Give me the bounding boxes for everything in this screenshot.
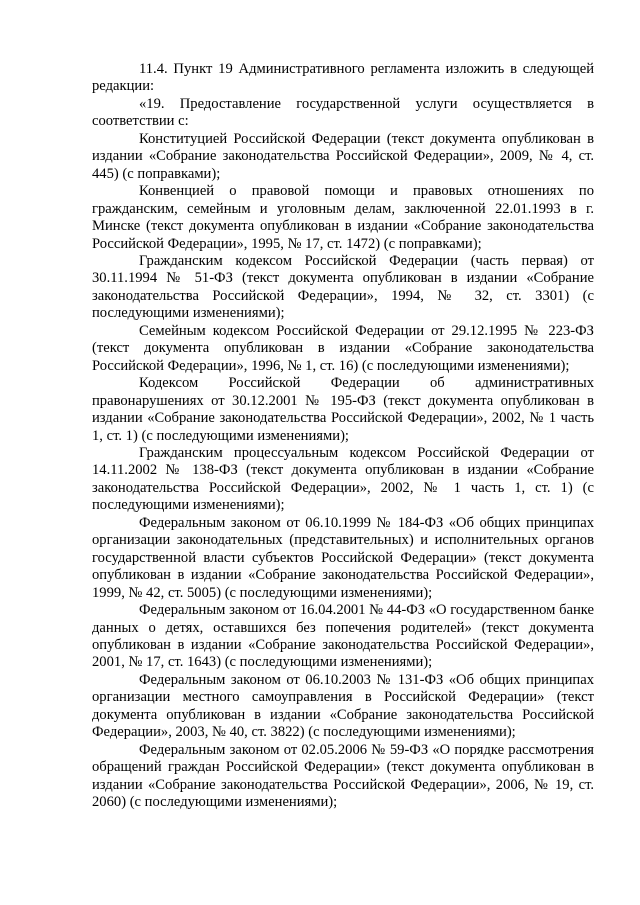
paragraph-law-131-fz: Федеральным законом от 06.10.2003 № 131-ФЗ «Об общих принципах организации местного самоуправления в Российской Федерации» (текст документа опубликован в издании «Собрание законодательства Российской Федерации», 2003, № 40, ст. 3822) (с последующими изменениями);	[92, 671, 594, 741]
paragraph-law-184-fz: Федеральным законом от 06.10.1999 № 184-ФЗ «Об общих принципах организации законодательных (представительных) и исполнительных органов государственной власти субъектов Российской Федерации» (текст документа опубликован в издании «Собрание законодательства Российской Федерации», 1999, № 42, ст. 5005) (с последующими изменениями);	[92, 514, 594, 601]
paragraph-family-code: Семейным кодексом Российской Федерации от 29.12.1995 № 223-ФЗ (текст документа опубликован в издании «Собрание законодательства Российской Федерации», 1996, № 1, ст. 16) (с последующими изменениями);	[92, 322, 594, 374]
paragraph-clause-19-intro: «19. Предоставление государственной услуги осуществляется в соответствии с:	[92, 95, 594, 130]
paragraph-administrative-code: Кодексом Российской Федерации об административных правонарушениях от 30.12.2001 № 195-ФЗ (текст документа опубликован в издании «Собрание законодательства Российской Федерации», 2002, № 1 часть 1, ст. 1) (с последующими изменениями);	[92, 375, 594, 444]
paragraph-law-59-fz: Федеральным законом от 02.05.2006 № 59-ФЗ «О порядке рассмотрения обращений граждан Российской Федерации» (текст документа опубликован в издании «Собрание законодательства Российской Федерации», 2006, № 19, ст. 2060) (с последующими изменениями);	[92, 741, 594, 811]
paragraph-clause-11-4: 11.4. Пункт 19 Административного регламента изложить в следующей редакции:	[92, 61, 594, 95]
paragraph-constitution: Конституцией Российской Федерации (текст документа опубликован в издании «Собрание законодательства Российской Федерации», 2009, № 4, ст. 445) (с поправками);	[92, 130, 594, 182]
paragraph-minsk-convention: Конвенцией о правовой помощи и правовых отношениях по гражданским, семейным и уголовным делам, заключенной 22.01.1993 в г. Минске (текст документа опубликован в издании «Собрание законодательства Российской Федерации», 1995, № 17, ст. 1472) (с поправками);	[92, 183, 594, 252]
document-page	[92, 61, 594, 811]
paragraph-civil-code: Гражданским кодексом Российской Федерации (часть первая) от 30.11.1994 № 51-ФЗ (текст документа опубликован в издании «Собрание законодательства Российской Федерации», 1994, № 32, ст. 3301) (с последующими изменениями);	[92, 252, 594, 322]
paragraph-law-44-fz: Федеральным законом от 16.04.2001 № 44-ФЗ «О государственном банке данных о детях, оставшихся без попечения родителей» (текст документа опубликован в издании «Собрание законодательства Российской Федерации», 2001, № 17, ст. 1643) (с последующими изменениями);	[92, 602, 594, 671]
paragraph-civil-procedure-code: Гражданским процессуальным кодексом Российской Федерации от 14.11.2002 № 138-ФЗ (текст документа опубликован в издании «Собрание законодательства Российской Федерации», 2002, № 1 часть 1, ст. 1) (с последующими изменениями);	[92, 444, 594, 514]
